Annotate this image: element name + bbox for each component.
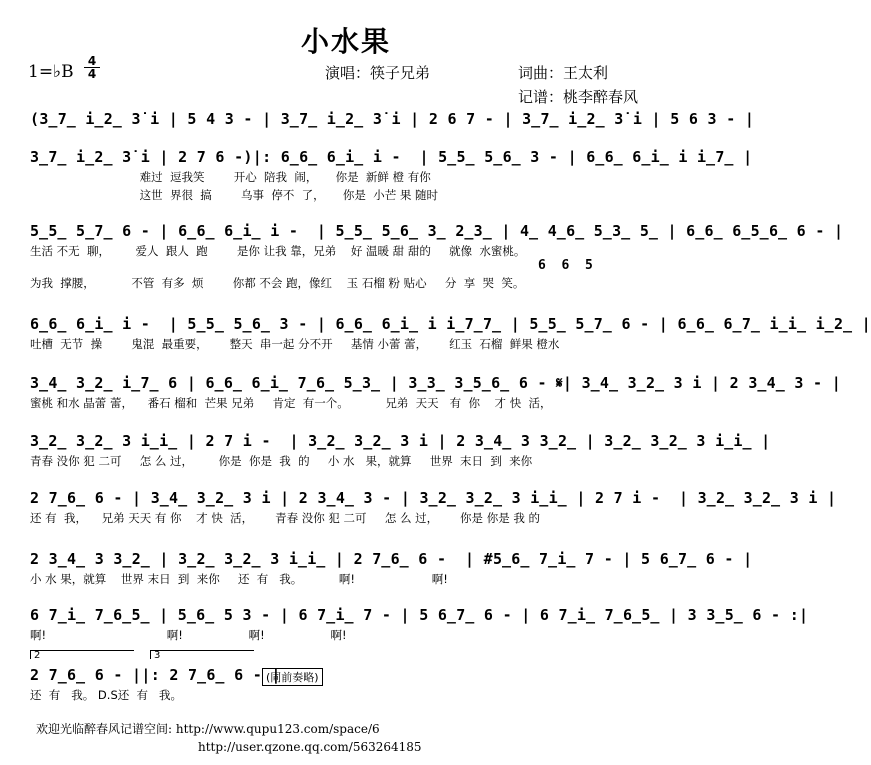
notation-row: 5̲5̲ 5̲7̲ 6 - | 6̲6̲ 6̲i̲ i - | 5̲5̲ 5̲6̲ 3̲ 2̲3̲ | 4̲ 4̲6̲ 5̲3̲ 5̲ | 6̲6̲ 6̲5̲6̲ 6 - |: [30, 222, 844, 240]
notation-row: 3̲7̲ i̲2̲ 3̇ i | 2 7 6 -)|: 6̲6̲ 6̲i̲ i - | 5̲5̲ 5̲6̲ 3 - | 6̲6̲ 6̲i̲ i i̲7̲ |: [30, 148, 753, 166]
footer-line-2: http://user.qzone.qq.com/563264185: [198, 740, 422, 754]
score-line-8: [30, 548, 753, 588]
lyric-row-2: 这世 界很 搞 乌事 停不 了， 你是 小芒 果 随时: [30, 188, 439, 202]
interlude-note: (同前奏略): [262, 668, 323, 686]
time-signature-bottom: 4: [87, 67, 97, 81]
footer-line-1: 欢迎光临醉春风记谱空间: http://www.qupu123.com/space/6: [36, 722, 380, 736]
song-title: 小水果: [300, 25, 391, 58]
alternate-notes: 6 6 5: [538, 258, 593, 273]
score-line-1: [30, 108, 755, 130]
score-line-3: [30, 220, 844, 292]
transcriber-credit: 记谱：桃李醉春风: [518, 88, 639, 106]
notation-row: 2 7̲6̲ 6 - | 3̲4̲ 3̲2̲ 3 i | 2 3̲4̲ 3 - | 3̲2̲ 3̲2̲ 3 i̲i̲ | 2 7 i - | 3̲2̲ 3̲2̲ 3 i |: [30, 489, 837, 507]
notation-row: 2 3̲4̲ 3 3̲2̲ | 3̲2̲ 3̲2̲ 3 i̲i̲ | 2 7̲6̲ 6 - | #5̲6̲ 7̲i̲ 7 - | 5 6̲7̲ 6 - |: [30, 550, 753, 568]
lyric-row-1: 吐槽 无节 操 鬼混 最重要， 整天 串一起 分不开 基情 小蕾 蕾， 红玉 石榴 鲜果 橙水: [30, 337, 560, 351]
volta-2: 2: [30, 650, 134, 659]
lyric-row-2: 为我 撑腰， 不管 有多 烦 你都 不会 跑，像红 玉 石榴 粉 贴心 分 享 哭 笑。: [30, 276, 525, 290]
lyric-row-1: 啊! 啊! 啊! 啊!: [30, 628, 347, 642]
lyric-row-1: 难过 逗我笑 开心 陪我 闹， 你是 新鲜 橙 有你: [30, 170, 431, 184]
score-line-5: [30, 372, 842, 412]
notation-row: 3̲4̲ 3̲2̲ i̲7̲ 6 | 6̲6̲ 6̲i̲ 7̲6̲ 5̲3̲ | 3̲3̲ 3̲5̲6̲ 6 - 𝄋| 3̲4̲ 3̲2̲ 3 i | 2 3̲4̲ 3 - |: [30, 374, 842, 392]
time-signature: [84, 55, 100, 80]
notation-row: 2 7̲6̲ 6 - ||: 2 7̲6̲ 6 - |: [30, 666, 281, 684]
volta-3: 3: [150, 650, 254, 659]
score-line-7: [30, 487, 837, 527]
notation-row: 3̲2̲ 3̲2̲ 3 i̲i̲ | 2 7 i - | 3̲2̲ 3̲2̲ 3 i | 2 3̲4̲ 3 3̲2̲ | 3̲2̲ 3̲2̲ 3 i̲i̲ |: [30, 432, 771, 450]
singer-credit: 演唱：筷子兄弟: [325, 64, 431, 82]
score-line-2: [30, 146, 753, 204]
lyric-row-1: 还 有 我， 兄弟 天天 有 你 才 快 活， 青春 没你 犯 二可 怎 么 过， 你是 你是 我 的: [30, 511, 541, 525]
score-line-4: [30, 313, 871, 353]
score-line-10: [30, 664, 662, 704]
notation-row: 6 7̲i̲ 7̲6̲5̲ | 5̲6̲ 5 3 - | 6 7̲i̲ 7 - | 5 6̲7̲ 6 - | 6 7̲i̲ 7̲6̲5̲ | 3 3̲5̲ 6 - :|: [30, 606, 809, 624]
key-signature: 1=♭B: [28, 62, 74, 82]
lyric-row-1: 还 有 我。 D.S还 有 我。: [30, 688, 183, 702]
lyric-row-1: 蜜桃 和水 晶蕾 蕾， 番石 榴和 芒果 兄弟 肯定 有一个。 兄弟 天天 有 你 才 快 活，: [30, 396, 552, 410]
lyric-row-1: 生活 不无 聊， 爱人 跟人 跑 是你 让我 靠，兄弟 好 温暖 甜 甜的 就像 水蜜桃。: [30, 244, 526, 258]
lyric-row-1: 小 水 果，就算 世界 末日 到 来你 还 有 我。 啊! 啊!: [30, 572, 448, 586]
notation-row: 6̲6̲ 6̲i̲ i - | 5̲5̲ 5̲6̲ 3 - | 6̲6̲ 6̲i̲ i i̲7̲7̲ | 5̲5̲ 5̲7̲ 6 - | 6̲6̲ 6̲7̲ i̲i̲ i̲2̲ |: [30, 315, 871, 333]
score-line-6: [30, 430, 771, 470]
score-line-9: [30, 604, 809, 644]
notation-row: (3̲7̲ i̲2̲ 3̇ i | 5 4 3 - | 3̲7̲ i̲2̲ 3̇ i | 2 6 7 - | 3̲7̲ i̲2̲ 3̇ i | 5 6 3 - |: [30, 110, 755, 128]
composer-credit: 词曲：王太利: [518, 64, 609, 82]
lyric-row-1: 青春 没你 犯 二可 怎 么 过， 你是 你是 我 的 小 水 果，就算 世界 末日 到 来你: [30, 454, 533, 468]
time-signature-top: 4: [84, 55, 100, 68]
